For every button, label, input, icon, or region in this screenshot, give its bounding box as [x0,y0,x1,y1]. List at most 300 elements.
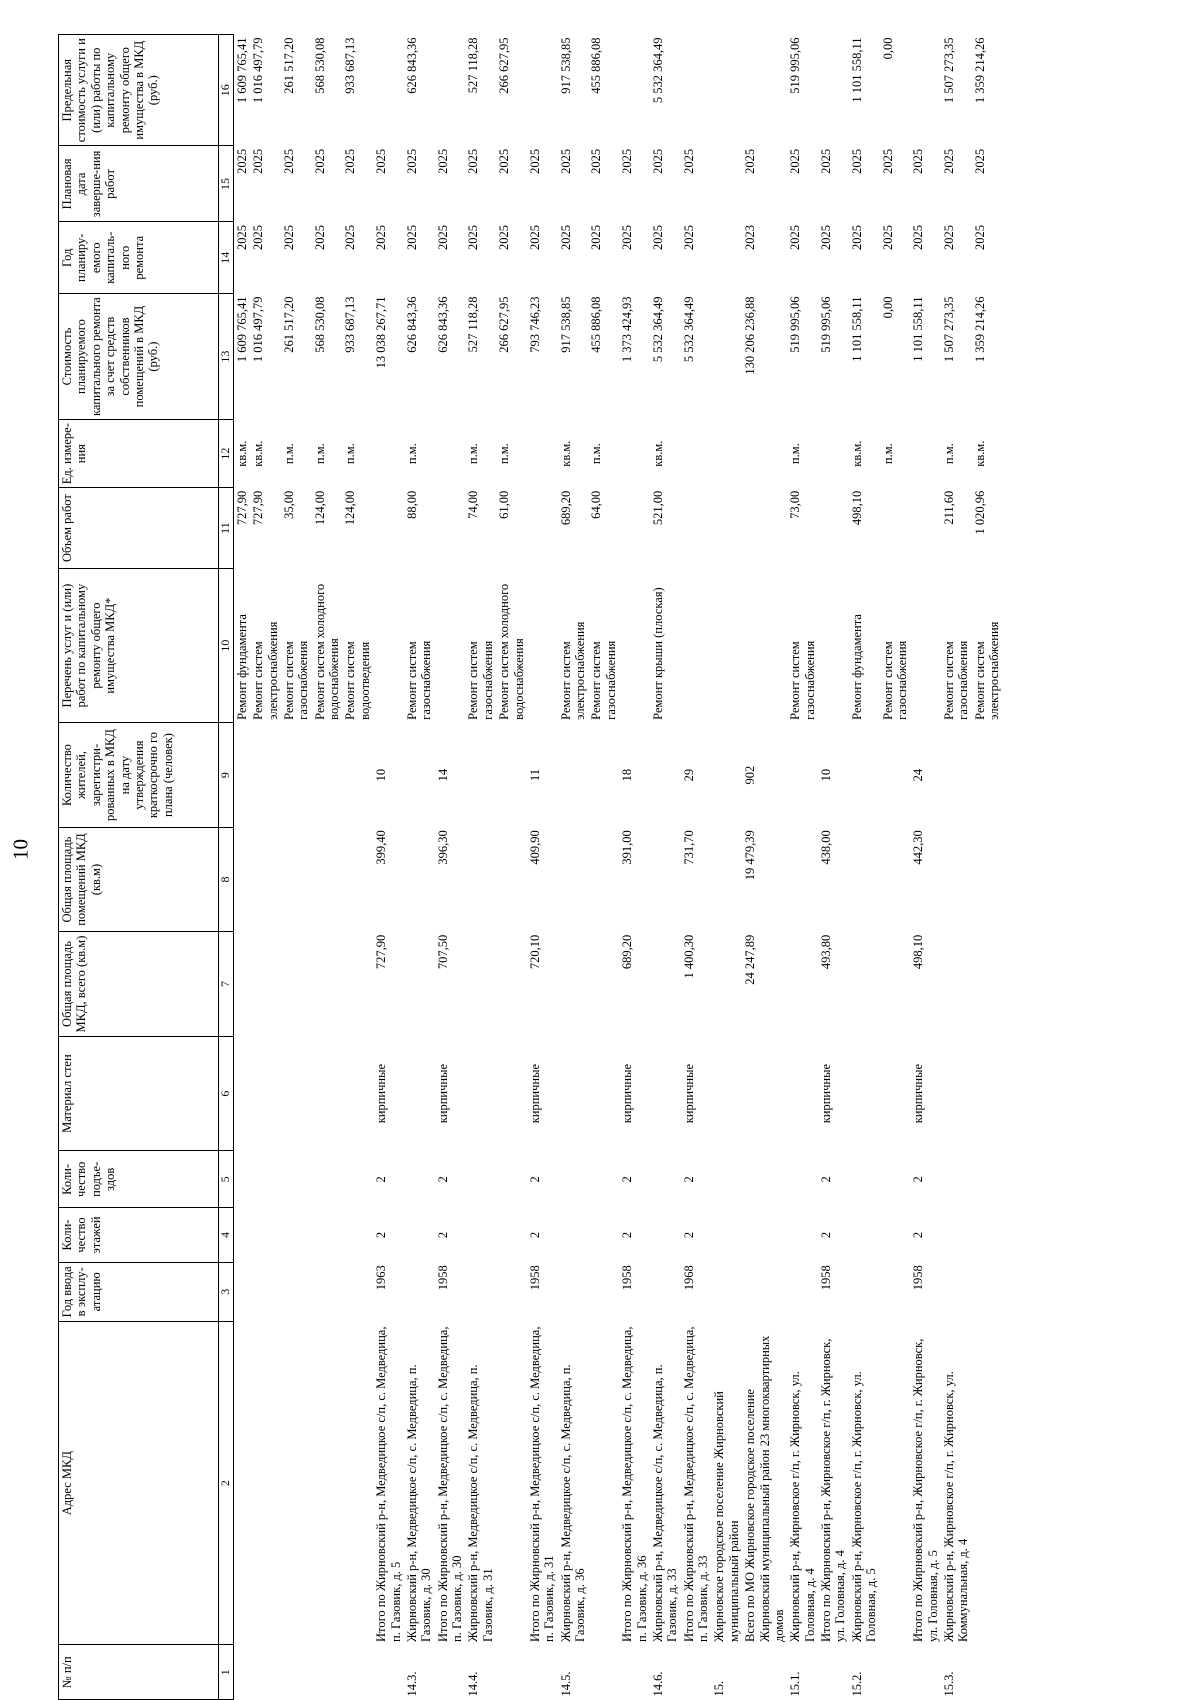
table-cell: 61,00 [497,490,512,519]
table-cell: 211,60 [942,490,957,525]
table-row [972,35,1003,1700]
table-cell [465,1036,496,1151]
table-cell [465,1208,496,1263]
table-row [849,35,880,1700]
table-cell [711,1208,742,1263]
table-cell [849,1151,880,1208]
table-row [910,35,941,1700]
table-cell [711,1151,742,1208]
table-cell: 498,10 [849,490,864,526]
table-row [312,35,343,1700]
table-cell [711,1036,742,1151]
table-cell [404,932,435,1036]
table-cell [342,1036,373,1151]
table-cell [404,1262,435,1321]
table-cell [342,1208,373,1263]
table-cell [941,723,972,827]
header-cell: № п/п [59,1645,219,1700]
table-cell [233,1321,250,1645]
table-cell [711,1262,742,1321]
table-cell: 2025 [589,224,604,250]
table-cell [342,723,373,827]
table-cell [527,568,558,722]
table-cell [558,1036,589,1151]
table-cell: Итого по Жирновский р-н, Медведицкое с/п, с. Медведица, п. Газовик, д. 5 [374,1326,403,1642]
table-cell: 2025 [251,148,266,174]
table-cell [711,294,742,420]
table-cell: 2025 [251,224,266,250]
table-cell: 2 [435,1231,450,1239]
table-cell [619,35,650,146]
table-cell [880,1262,911,1321]
table-cell [711,488,742,569]
table-cell: Итого по Жирновский р-н, Медведицкое с/п, с. Медведица, п. Газовик, д. 33 [681,1326,711,1642]
table-cell [373,568,404,722]
column-number: 7 [219,932,234,1036]
table-cell [281,1321,312,1645]
table-cell [496,827,527,931]
table-cell: Жирновский р-н, Жирновское г/п, г. Жирновск, ул. Коммунальная, д. 4 [942,1371,971,1642]
header-cell: Год ввода в эксплу-атацию [59,1262,219,1321]
table-cell: 1 101 558,11 [849,37,864,103]
table-cell [250,1036,281,1151]
table-cell [281,723,312,827]
table-cell [880,1321,911,1645]
table-cell: Ремонт систем газоснабжения [880,640,909,720]
column-number: 14 [219,222,234,294]
column-number-row [219,35,234,1700]
table-cell: кв.м. [650,440,665,467]
table-cell: 24 [911,768,926,782]
table-cell: 14.6. [650,1671,665,1697]
table-cell: 689,20 [620,934,635,970]
table-cell [880,1036,911,1151]
table-cell [681,568,712,722]
table-cell: 2025 [650,148,665,174]
table-cell: кв.м. [849,440,864,467]
column-number: 16 [219,35,234,146]
table-cell [742,35,787,146]
table-cell [588,932,619,1036]
table-cell [742,1036,787,1151]
table-cell: 1 609 765,41 [234,37,249,104]
table-cell: 2025 [880,224,895,250]
header-cell: Стоимость планируемого капитального ремонта за счет средств собственников помещений в МКД (руб.) [59,294,219,420]
table-body [233,35,1002,1700]
table-cell: кирпичные [527,1063,542,1124]
table-cell: 18 [620,768,635,782]
table-cell: Итого по Жирновский р-н, Жирновское г/п, г. Жирновск, ул. Головная, д. 4 [819,1338,848,1642]
table-cell [312,1321,343,1645]
table-cell: 1 016 497,79 [251,37,266,104]
table-cell: кирпичные [819,1063,834,1124]
table-cell: Ремонт систем электроснабжения [972,621,1002,720]
table-row [233,35,250,1700]
table-cell: 35,00 [281,490,296,519]
table-cell [250,1262,281,1321]
table-cell [281,1262,312,1321]
table-cell [250,827,281,931]
table-cell: п.м. [788,443,803,465]
table-cell: 2025 [343,224,358,250]
table-cell: 521,00 [650,490,665,526]
table-cell: Жирновское городское поселение Жирновский муниципальный район [712,1391,741,1642]
table-cell [972,932,1003,1036]
table-cell: 917 538,85 [558,296,573,353]
table-cell: кирпичные [911,1063,926,1124]
table-cell: кв.м. [972,440,987,467]
table-cell: п.м. [466,443,481,465]
table-row [818,35,849,1700]
table-cell [910,488,941,569]
table-cell: 1 020,96 [972,490,987,535]
table-cell: 2025 [404,224,419,250]
column-number: 9 [219,723,234,827]
table-cell [849,1262,880,1321]
table-cell [281,1151,312,1208]
table-row [281,35,312,1700]
table-cell [342,1262,373,1321]
table-cell [742,1208,787,1263]
table-cell: 2 [620,1176,635,1183]
table-cell [435,568,466,722]
table-cell: 2 [681,1176,696,1183]
table-cell: 442,30 [911,830,926,865]
table-cell [404,723,435,827]
table-cell: 14.3. [404,1671,419,1697]
table-cell [465,932,496,1036]
table-cell [910,568,941,722]
table-cell [941,1036,972,1151]
table-cell: 11 [527,769,542,782]
column-number: 5 [219,1151,234,1208]
table-cell [496,1208,527,1263]
table-cell [281,827,312,931]
header-row [59,35,219,1700]
table-cell [880,1645,911,1700]
header-cell: Общая площадь помещений МКД (кв.м) [59,827,219,931]
table-cell: 2023 [743,224,758,250]
table-cell [941,1262,972,1321]
table-cell: 2025 [435,148,450,174]
table-cell: 2025 [374,224,389,250]
table-cell [558,1208,589,1263]
table-cell [435,420,466,488]
table-cell [972,1208,1003,1263]
table-cell: 2025 [650,224,665,250]
table-cell [558,932,589,1036]
table-cell: 396,30 [435,830,450,865]
table-cell [711,723,742,827]
table-cell [588,827,619,931]
table-cell: 1 101 558,11 [911,296,926,362]
table-row [465,35,496,1700]
table-cell [435,1645,466,1700]
table-cell [527,35,558,146]
table-cell: 2025 [589,148,604,174]
table-cell: 124,00 [312,490,327,526]
table-cell: 10 [374,768,389,782]
table-cell [681,1645,712,1700]
table-cell: п.м. [497,443,512,465]
table-cell: 2025 [620,224,635,250]
table-cell [711,146,742,222]
table-cell: 1 507 273,35 [942,37,957,104]
table-cell: 15. [712,1680,727,1697]
table-cell: 2 [620,1231,635,1239]
table-cell [650,1151,681,1208]
table-cell: Ремонт систем газоснабжения [404,640,434,720]
table-cell: 917 538,85 [558,37,573,94]
table-cell: 626 843,36 [404,296,419,353]
table-cell: 707,50 [435,934,450,970]
table-cell [496,1321,527,1645]
table-cell [972,1036,1003,1151]
table-cell: 493,80 [819,934,834,970]
column-number: 1 [219,1645,234,1700]
table-cell: 2025 [234,224,249,250]
table-cell: 689,20 [558,490,573,526]
table-cell: 2025 [312,224,327,250]
table-cell [880,1151,911,1208]
table-cell: 124,00 [343,490,358,526]
table-cell: Всего по МО Жирновское городское поселение Жирновский муниципальный район 23 многоквартирных домов [743,1335,786,1642]
table-cell: 2025 [942,148,957,174]
table-cell: Ремонт систем газоснабжения [942,640,971,720]
table-cell: 266 627,95 [497,37,512,94]
table-cell: Ремонт систем водоотведения [343,641,372,720]
table-cell [250,1151,281,1208]
column-number: 10 [219,568,234,722]
table-cell: Жирновский р-н, Жирновское г/п, г. Жирновск, ул. Головная, д. 5 [849,1371,879,1642]
table-cell: 1958 [527,1265,542,1291]
table-cell: 2025 [972,224,987,250]
table-cell [373,1645,404,1700]
table-cell: 2025 [788,224,803,250]
header-cell: Общая площадь МКД, всего (кв.м) [59,932,219,1036]
table-cell [281,1036,312,1151]
table-cell [233,1151,250,1208]
table-cell [910,1645,941,1700]
table-cell [527,420,558,488]
table-cell: Ремонт систем холодного водоснабжения [312,583,342,720]
table-cell: 527 118,28 [466,296,481,353]
table-cell: 568 530,08 [312,296,327,353]
table-cell: 266 627,95 [497,296,512,353]
table-cell: Ремонт фундамента [234,614,249,720]
table-cell: 13 038 267,71 [374,296,389,369]
table-row [404,35,435,1700]
table-cell: 727,90 [251,490,266,526]
table-cell [880,1208,911,1263]
column-number: 15 [219,146,234,222]
table-cell: 74,00 [466,490,481,519]
table-cell [619,568,650,722]
table-cell: 19 479,39 [743,830,758,881]
table-cell: 5 532 364,49 [681,296,696,363]
table-cell: 933 687,13 [343,296,358,353]
table-cell [588,1208,619,1263]
table-cell: п.м. [880,443,895,465]
table-cell [373,488,404,569]
table-cell: 1 359 214,26 [972,37,987,104]
table-cell: 1963 [374,1265,389,1291]
page-number: 10 [8,839,33,860]
table-row [527,35,558,1700]
table-cell: кв.м. [234,440,249,467]
table-cell: 2025 [497,148,512,174]
table-row [711,35,742,1700]
table-cell: 14.5. [558,1671,573,1697]
table-cell [849,932,880,1036]
table-cell [312,1151,343,1208]
table-cell: 391,00 [620,830,635,865]
table-cell [342,932,373,1036]
table-cell: 2025 [435,224,450,250]
table-cell: 2025 [911,148,926,174]
table-cell: 2025 [558,148,573,174]
table-cell [787,723,818,827]
table-cell [496,723,527,827]
table-cell [312,1645,343,1700]
table-cell: Жирновский р-н, Медведицкое с/п, с. Медведица, п. Газовик, д. 30 [404,1364,434,1642]
table-cell: 14.4. [466,1671,481,1697]
table-row [496,35,527,1700]
table-cell: 2025 [558,224,573,250]
table-cell [818,35,849,146]
table-cell: п.м. [281,443,296,465]
table-cell: 2025 [880,148,895,174]
table-cell [312,723,343,827]
table-cell: 1 016 497,79 [251,296,266,363]
table-cell [404,1208,435,1263]
table-cell [880,827,911,931]
table-cell: п.м. [404,443,419,465]
table-cell: Ремонт систем газоснабжения [466,640,495,720]
table-cell: 455 886,08 [589,296,604,353]
table-cell [342,1321,373,1645]
table-cell [972,1321,1003,1645]
header-cell: Плановая дата заверше-ния работ [59,146,219,222]
table-cell: Итого по Жирновский р-н, Медведицкое с/п, с. Медведица, п. Газовик, д. 30 [435,1326,465,1642]
table-cell: 399,40 [374,830,389,865]
table-cell [558,723,589,827]
table-cell: 2 [819,1231,834,1239]
table-cell: 1958 [819,1265,834,1291]
table-cell [849,723,880,827]
table-cell [681,488,712,569]
table-cell [496,1262,527,1321]
table-cell [787,932,818,1036]
table-cell [849,1208,880,1263]
table-cell: 0,00 [880,296,895,319]
table-row [619,35,650,1700]
table-cell: Ремонт фундамента [849,614,864,720]
table-cell: 455 886,08 [589,37,604,94]
table-cell: 2025 [849,148,864,174]
table-cell [233,827,250,931]
table-cell: 2025 [497,224,512,250]
table-cell: 727,90 [374,934,389,970]
table-cell: Ремонт систем электроснабжения [251,621,280,720]
table-cell [465,1151,496,1208]
table-cell [941,932,972,1036]
table-cell: кв.м. [558,440,573,467]
table-row [250,35,281,1700]
table-cell: 793 746,23 [527,296,542,353]
table-cell [972,1645,1003,1700]
table-cell: 5 532 364,49 [650,37,665,104]
table-cell: 1 400,30 [681,934,696,979]
table-cell [619,1645,650,1700]
column-number: 3 [219,1262,234,1321]
table-cell: 902 [743,765,758,785]
header-cell: Перечень услуг и (или) работ по капитальному ремонту общего имущества МКД* [59,568,219,722]
table-row [880,35,911,1700]
table-cell: Жирновский р-н, Медведицкое с/п, с. Медведица, п. Газовик, д. 33 [650,1364,680,1642]
table-cell [650,1262,681,1321]
table-cell: 2 [374,1231,389,1239]
table-cell: 1968 [681,1265,696,1291]
table-cell [312,1036,343,1151]
table-cell [972,1262,1003,1321]
table-cell [404,1151,435,1208]
table-cell [941,827,972,931]
table-cell [880,723,911,827]
column-number: 8 [219,827,234,931]
table-cell [558,827,589,931]
table-cell: 2025 [281,224,296,250]
table-cell: кирпичные [374,1063,389,1124]
table-cell [742,420,787,488]
table-cell: 1 359 214,26 [972,296,987,363]
table-cell: 498,10 [911,934,926,970]
table-cell: Жирновский р-н, Медведицкое с/п, с. Медведица, п. Газовик, д. 31 [466,1364,495,1642]
table-cell [849,827,880,931]
table-cell: Ремонт систем газоснабжения [281,640,311,720]
table-cell: кирпичные [620,1063,635,1124]
table-cell: Итого по Жирновский р-н, Медведицкое с/п, с. Медведица, п. Газовик, д. 36 [620,1326,649,1642]
table-cell: Ремонт крыши (плоская) [650,587,665,720]
table-cell [787,1262,818,1321]
table-cell [711,35,742,146]
table-cell [312,827,343,931]
table-cell: 1958 [435,1265,450,1291]
table-row [650,35,681,1700]
table-cell: 2 [435,1176,450,1183]
table-cell [496,1645,527,1700]
capital-repair-table [58,34,1003,1700]
table-cell: 2 [374,1176,389,1183]
table-cell: 2025 [681,148,696,174]
table-cell [681,35,712,146]
table-cell [711,568,742,722]
table-cell: 2025 [849,224,864,250]
table-cell: п.м. [312,443,327,465]
header-cell: Объем работ [59,488,219,569]
table-cell: 1 373 424,93 [620,296,635,363]
table-cell: 1958 [620,1265,635,1291]
table-cell: 1958 [911,1265,926,1291]
table-cell [787,1151,818,1208]
table-cell [342,1645,373,1700]
table-cell: 261 517,20 [281,37,296,94]
table-cell [941,1151,972,1208]
table-cell [404,827,435,931]
table-cell [281,1208,312,1263]
table-cell [711,222,742,294]
table-cell [233,1036,250,1151]
